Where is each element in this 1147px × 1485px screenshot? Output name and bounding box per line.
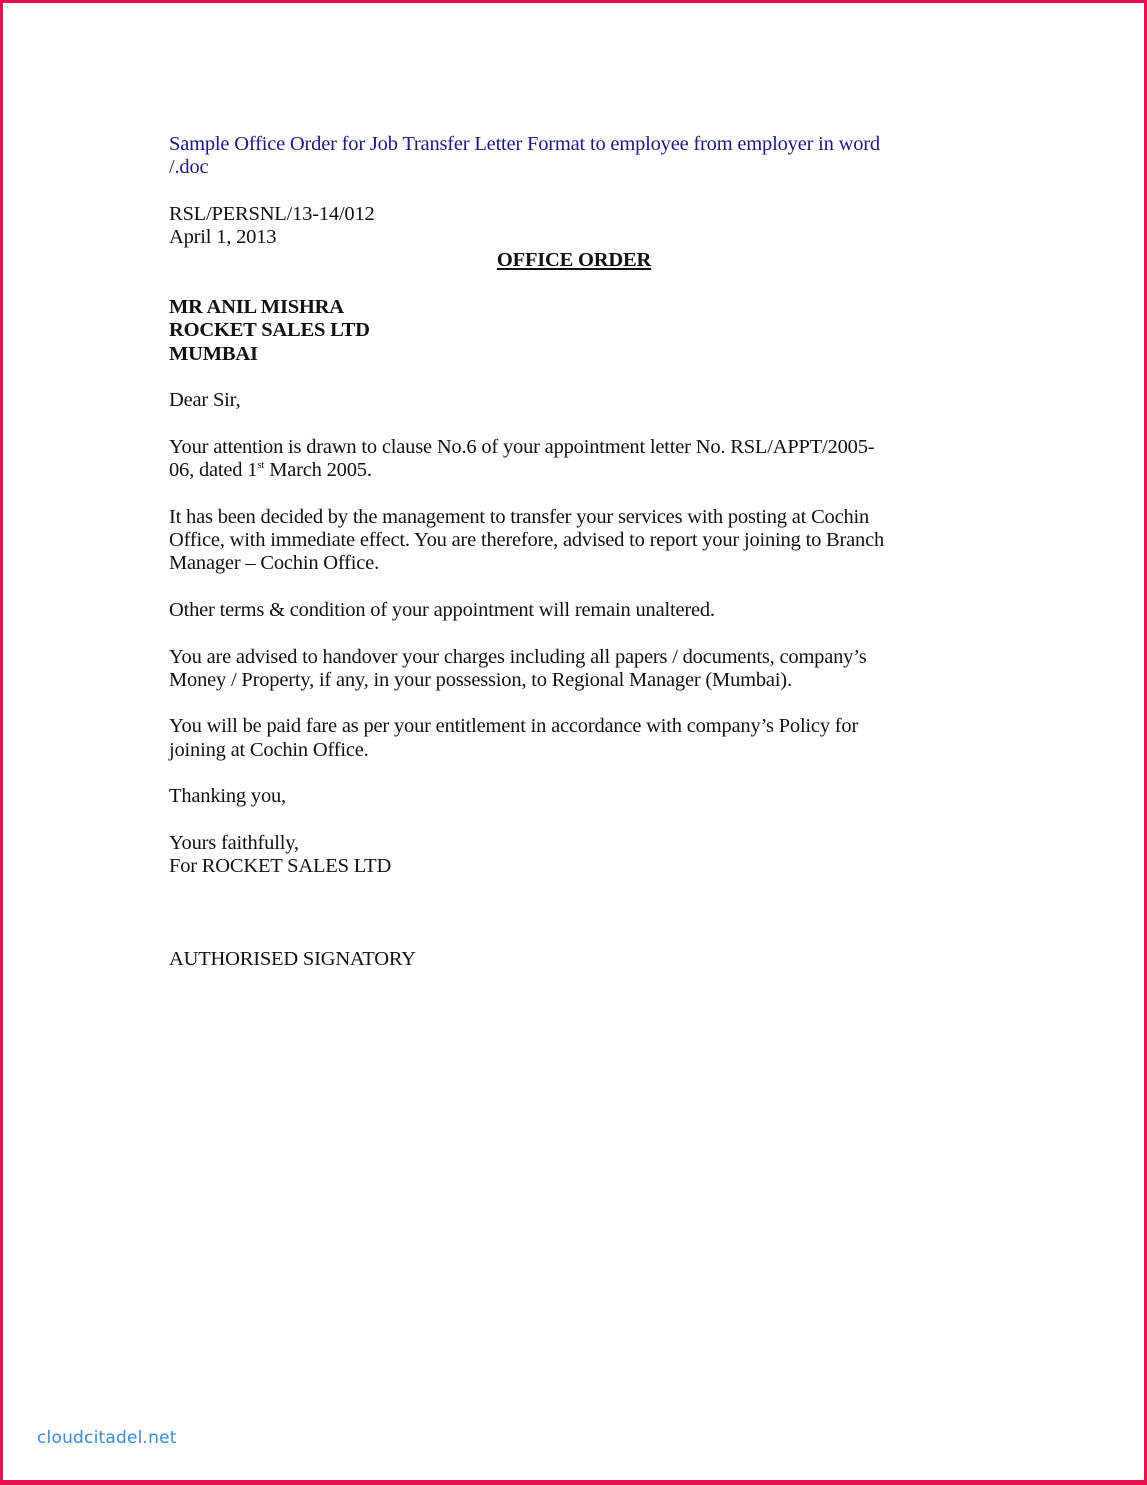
recipient-name: MR ANIL MISHRA xyxy=(169,296,344,319)
paragraph-handover xyxy=(169,646,989,693)
paragraph-line: joining at Cochin Office. xyxy=(169,738,369,761)
office-order-heading: OFFICE ORDER xyxy=(496,249,652,272)
signoff-company: For ROCKET SALES LTD xyxy=(169,855,392,878)
paragraph-line: Money / Property, if any, in your possession, to Regional Manager (Mumbai). xyxy=(169,668,792,691)
recipient-company: ROCKET SALES LTD xyxy=(169,319,370,342)
paragraph-line: It has been decided by the management to transfer your services with posting at Cochin xyxy=(169,505,870,528)
paragraph-line: 06, dated 1st March 2005. xyxy=(169,459,372,482)
paragraph-terms: Other terms & condition of your appointment will remain unaltered. xyxy=(169,598,715,621)
letter-document xyxy=(169,133,989,972)
watermark-text: cloudcitadel.net xyxy=(37,1428,177,1448)
title-line-2: /.doc xyxy=(169,156,209,179)
letter-date: April 1, 2013 xyxy=(169,226,277,249)
paragraph-clause-reference xyxy=(169,436,989,483)
signoff: Yours faithfully, xyxy=(169,831,299,854)
paragraph-line: You are advised to handover your charges including all papers / documents, company’s xyxy=(169,645,867,668)
authorised-signatory: AUTHORISED SIGNATORY xyxy=(169,948,416,971)
paragraph-line: Your attention is drawn to clause No.6 of your appointment letter No. RSL/APPT/2005- xyxy=(169,435,875,458)
paragraph-line: You will be paid fare as per your entitlement in accordance with company’s Policy for xyxy=(169,715,859,738)
salutation: Dear Sir, xyxy=(169,389,241,412)
document-title xyxy=(169,133,989,180)
paragraph-line: Manager – Cochin Office. xyxy=(169,552,379,575)
paragraph-fare xyxy=(169,715,989,762)
title-line-1: Sample Office Order for Job Transfer Letter Format to employee from employer in word xyxy=(169,133,880,155)
recipient-city: MUMBAI xyxy=(169,342,258,365)
reference-number: RSL/PERSNL/13-14/012 xyxy=(169,202,375,225)
closing: Thanking you, xyxy=(169,785,286,808)
paragraph-transfer-decision xyxy=(169,506,989,576)
paragraph-line: Office, with immediate effect. You are therefore, advised to report your joining to Branch xyxy=(169,529,885,552)
